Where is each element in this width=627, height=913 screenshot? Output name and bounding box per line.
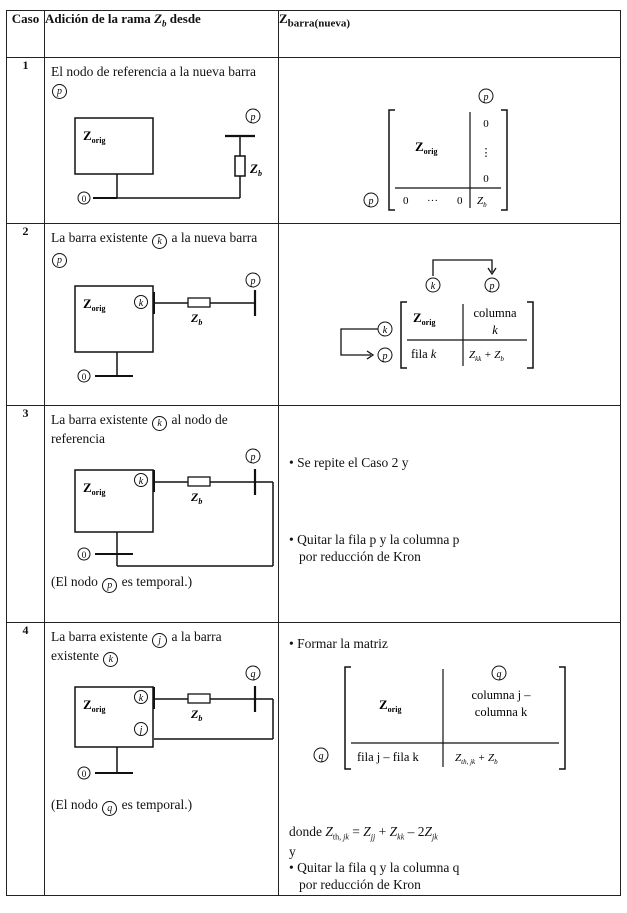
svg-text:k: k bbox=[138, 693, 144, 704]
case-number: 4 bbox=[7, 623, 45, 896]
bullet-kron-q: por reducción de Kron bbox=[299, 877, 421, 892]
matrix-cell bbox=[279, 224, 621, 406]
header-zbarra: $Z_{barra(nueva)}$ bbox=[279, 11, 621, 58]
bullet-kron: por reducción de Kron bbox=[299, 549, 421, 564]
svg-text:p: p bbox=[368, 196, 374, 207]
svg-text:0: 0 bbox=[81, 769, 87, 779]
svg-text:0: 0 bbox=[483, 173, 489, 185]
case-number: 2 bbox=[7, 224, 45, 406]
header-adicion: Adición de la rama $Z_b$ desde bbox=[45, 11, 279, 58]
table-row bbox=[7, 224, 621, 406]
svg-text:Zorig: $Z_{orig}$ bbox=[413, 310, 436, 327]
branch-addition-table bbox=[6, 10, 621, 896]
matrix-4 bbox=[279, 653, 619, 793]
table-header-row bbox=[7, 11, 621, 58]
svg-text:k: k bbox=[492, 323, 498, 337]
circuit-diagram-1 bbox=[45, 58, 275, 223]
svg-text:k: k bbox=[138, 298, 144, 309]
svg-text:Zb: $Z_b$ bbox=[250, 161, 262, 178]
table-row bbox=[7, 623, 621, 896]
svg-text:columna k: columna k bbox=[474, 705, 528, 719]
temporal-node-note: (El nodo p es temporal.) bbox=[51, 574, 193, 591]
svg-text:j: j bbox=[139, 725, 143, 736]
matrix-cell bbox=[279, 623, 621, 896]
bullet-remove-row-col: • Quitar la fila p y la columna p bbox=[289, 531, 459, 548]
case-number: 3 bbox=[7, 406, 45, 623]
svg-text:q: q bbox=[250, 669, 256, 680]
svg-text:0: 0 bbox=[81, 550, 87, 560]
case-description: La barra existente k al nodo de referencia bbox=[51, 412, 228, 446]
svg-text:p: p bbox=[250, 112, 256, 123]
case-number: 1 bbox=[7, 58, 45, 224]
svg-text:p: p bbox=[250, 276, 256, 287]
svg-text:fila j – fila k: fila j – fila k bbox=[357, 750, 419, 764]
circuit-diagram-4 bbox=[45, 623, 275, 895]
svg-text:k: k bbox=[382, 325, 388, 336]
svg-text:p: p bbox=[382, 351, 388, 362]
svg-text:columna j –: columna j – bbox=[471, 688, 531, 702]
svg-text:k: k bbox=[430, 281, 436, 292]
svg-text:Zb: $Z_b$ bbox=[191, 707, 203, 723]
svg-text:Zorig: $Z_{orig}$ bbox=[83, 697, 106, 714]
svg-text:0: 0 bbox=[81, 372, 87, 382]
svg-text:Zorig: $Z_{orig}$ bbox=[83, 128, 106, 145]
svg-text:Zb: $Z_b$ bbox=[191, 311, 203, 327]
svg-text:p: p bbox=[489, 281, 495, 292]
svg-text:q: q bbox=[496, 669, 502, 680]
svg-text:Zorig: $Z_{orig}$ bbox=[83, 296, 106, 313]
table-row bbox=[7, 406, 621, 623]
table-row bbox=[7, 58, 621, 224]
svg-text:fila k: fila k bbox=[411, 347, 437, 361]
bullet-remove-row-col-q: • Quitar la fila q y la columna q bbox=[289, 859, 459, 876]
temporal-node-note: (El nodo q es temporal.) bbox=[51, 797, 193, 814]
bullet-form-matrix: • Formar la matriz bbox=[289, 635, 388, 652]
svg-text:0: 0 bbox=[483, 118, 489, 130]
svg-text:Zorig: $Z_{orig}$ bbox=[83, 480, 106, 497]
matrix-cell bbox=[279, 406, 621, 623]
svg-text:⋮: ⋮ bbox=[480, 147, 492, 159]
matrix-cell bbox=[279, 58, 621, 224]
svg-text:Zth, jk + Zb: $Z_{th, jk} + Z_b$ bbox=[455, 752, 498, 766]
svg-text:p: p bbox=[250, 452, 256, 463]
donde-equation: donde $Z_{th, jk} = Z_{jj} + Z_{kk} - 2Z_{jk}$ bbox=[289, 824, 438, 842]
case-description-cell bbox=[45, 224, 279, 406]
svg-text:q: q bbox=[318, 751, 324, 762]
header-caso: Caso bbox=[7, 11, 45, 58]
bullet-repeat-case: • Se repite el Caso 2 y bbox=[289, 454, 408, 471]
case-description: La barra existente j a la barra existente k bbox=[51, 629, 222, 665]
svg-text:Zb: $Z_b$ bbox=[477, 195, 487, 209]
svg-text:Zb: $Z_b$ bbox=[191, 490, 203, 506]
svg-text:···: ··· bbox=[427, 195, 438, 207]
matrix-1 bbox=[279, 58, 619, 223]
case-description-cell bbox=[45, 58, 279, 224]
svg-text:0: 0 bbox=[457, 195, 463, 207]
svg-text:0: 0 bbox=[403, 195, 409, 207]
svg-text:Zorig: $Z_{orig}$ bbox=[415, 139, 438, 156]
y-connector: y bbox=[289, 844, 296, 859]
svg-text:0: 0 bbox=[81, 194, 87, 204]
svg-text:Zkk + Zb: $Z_{kk} + Z_b$ bbox=[469, 349, 504, 363]
case-description: El nodo de referencia a la nueva barra p bbox=[51, 64, 257, 97]
case-description: La barra existente k a la nueva barra p bbox=[51, 230, 258, 266]
case-description-cell bbox=[45, 623, 279, 896]
svg-text:p: p bbox=[483, 92, 489, 103]
svg-text:Zorig: $Z_{orig}$ bbox=[379, 697, 402, 714]
svg-text:k: k bbox=[138, 476, 144, 487]
case-description-cell bbox=[45, 406, 279, 623]
svg-text:columna: columna bbox=[473, 306, 517, 320]
circuit-diagram-2 bbox=[45, 224, 275, 405]
matrix-2 bbox=[279, 224, 619, 405]
